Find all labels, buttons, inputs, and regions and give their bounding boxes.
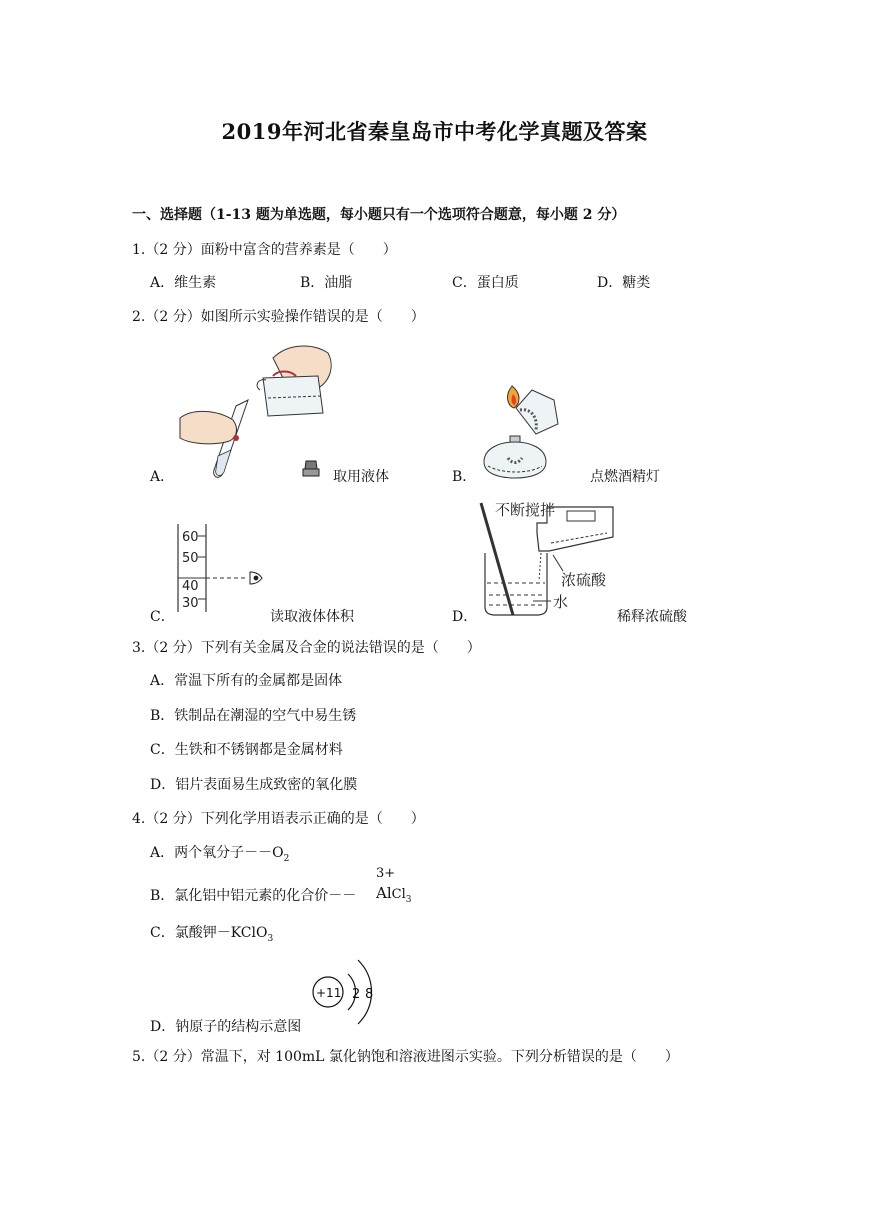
subscript: 3 (405, 895, 412, 905)
question-4-option-a-text: A．两个氧分子－－O (150, 845, 284, 861)
question-3-option-d: D．铝片表面易生成致密的氧化膜 (150, 777, 358, 793)
question-4-option-b-text: B．氯化铝中铝元素的化合价－－ (150, 888, 357, 904)
section-heading: 一、选择题（1-13 题为单选题，每小题只有一个选项符合题意，每小题 2 分） (132, 207, 626, 223)
cylinder-tick-30: 30 (182, 596, 199, 611)
nucleus-charge: +11 (316, 986, 342, 1000)
water-label: 水 (553, 593, 569, 611)
question-4-option-c-text: C．氯酸钾－KClO (150, 925, 268, 941)
question-1-option-a: A．维生素 (150, 275, 217, 291)
question-2-option-b-caption: 点燃酒精灯 (590, 469, 660, 485)
question-2-stem: 2.（2 分）如图所示实验操作错误的是（ ） (132, 309, 425, 325)
question-2-option-d-letter: D． (452, 609, 478, 625)
graduated-cylinder-illustration (170, 522, 270, 614)
dilute-sulfuric-acid-illustration (475, 497, 625, 621)
question-5-stem: 5.（2 分）常温下，对 100mL 氯化钠饱和溶液进图示实验。下列分析错误的是（ ） (132, 1049, 679, 1065)
cylinder-tick-40: 40 (182, 579, 199, 594)
stir-label: 不断搅拌 (495, 501, 556, 519)
shell-1-electrons: 2 (352, 987, 361, 1002)
aluminum-symbol: Al (376, 884, 392, 902)
document-title: 2019年河北省秦皇岛市中考化学真题及答案 (221, 119, 648, 144)
question-3-option-b: B．铁制品在潮湿的空气中易生锈 (150, 708, 357, 724)
shell-2-electrons: 8 (365, 987, 374, 1002)
question-2-option-c-letter: C． (150, 609, 175, 625)
question-2-option-d-caption: 稀释浓硫酸 (617, 609, 687, 625)
question-4-option-b-formula (376, 884, 412, 905)
subscript: 3 (267, 934, 274, 944)
question-4-option-d-text: D．钠原子的结构示意图 (150, 1019, 302, 1035)
question-1-option-b: B．油脂 (300, 275, 353, 291)
question-2-option-b-letter: B． (452, 469, 477, 485)
question-2-option-a-letter: A． (150, 469, 175, 485)
question-4-option-c (150, 922, 273, 942)
question-1-stem: 1.（2 分）面粉中富含的营养素是（ ） (132, 242, 397, 258)
question-3-stem: 3.（2 分）下列有关金属及合金的说法错误的是（ ） (132, 640, 481, 656)
sodium-atom-structure-diagram (308, 952, 388, 1032)
question-2-option-c-caption: 读取液体体积 (270, 609, 354, 625)
question-4-stem: 4.（2 分）下列化学用语表示正确的是（ ） (132, 811, 425, 827)
valence-charge: 3+ (376, 866, 396, 881)
cylinder-tick-50: 50 (182, 551, 199, 566)
question-4-option-a (150, 842, 289, 862)
question-2-option-a-caption: 取用液体 (333, 469, 389, 485)
question-3-option-c: C．生铁和不锈钢都是金属材料 (150, 742, 343, 758)
cylinder-tick-60: 60 (182, 530, 199, 545)
alcohol-lamp-illustration (472, 378, 562, 484)
bottle-stopper-icon (302, 459, 320, 479)
subscript: 2 (283, 854, 290, 864)
question-1-option-d: D．糖类 (597, 275, 651, 291)
question-1-option-c: C．蛋白质 (452, 275, 519, 291)
chlorine-symbol: Cl (391, 887, 406, 902)
question-3-option-a: A．常温下所有的金属都是固体 (150, 673, 343, 689)
concentrated-acid-label: 浓硫酸 (561, 571, 607, 589)
